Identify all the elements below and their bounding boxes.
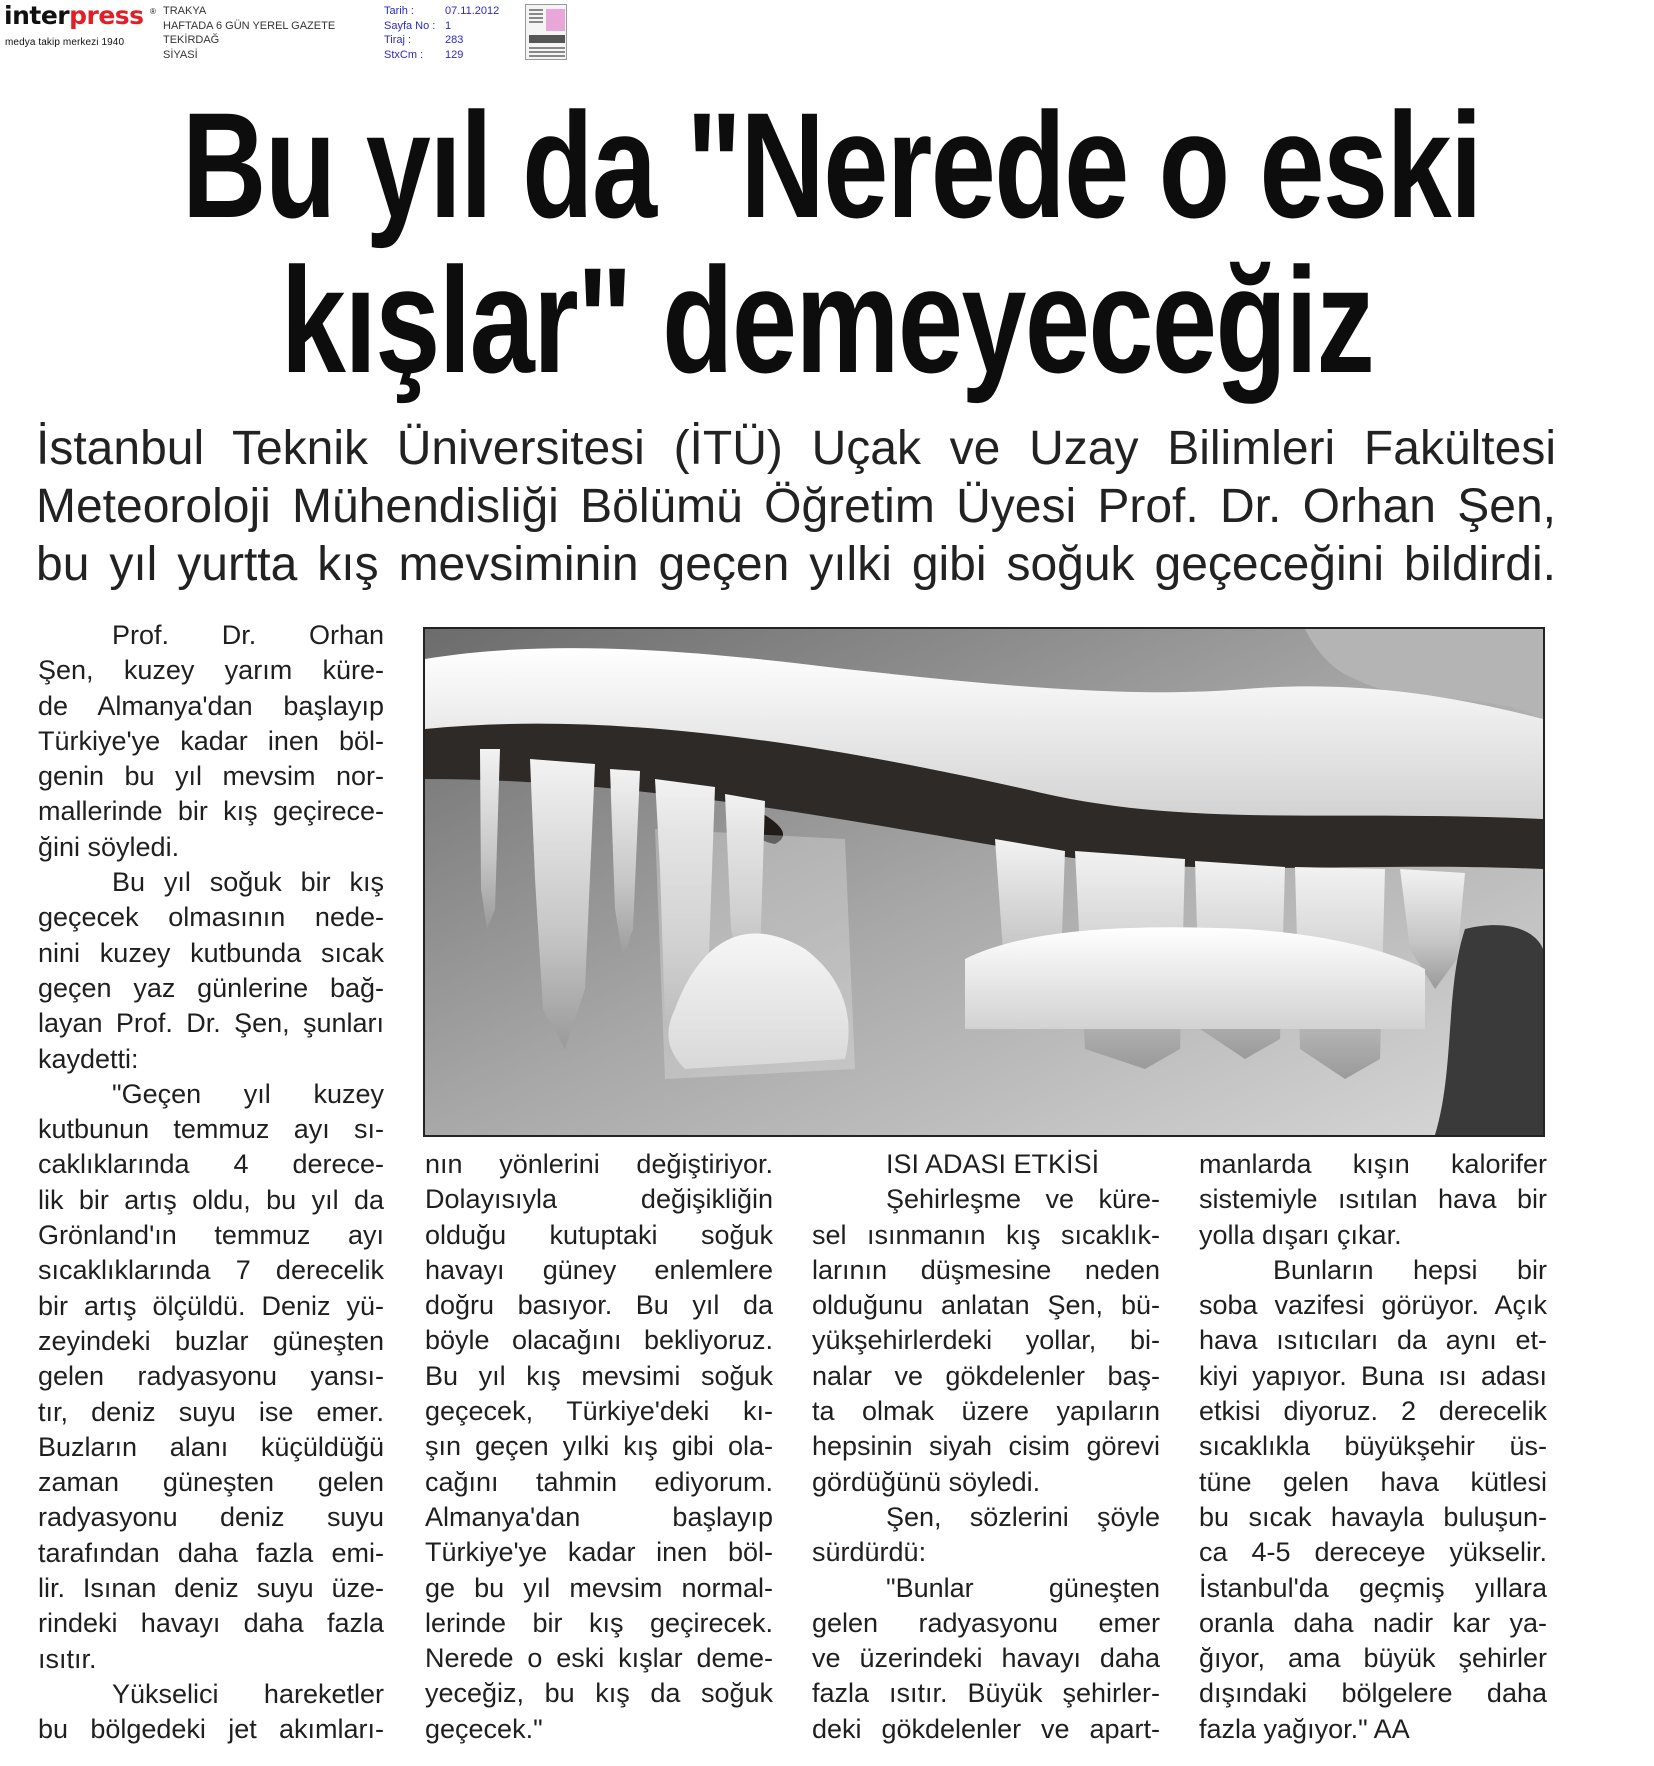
publication-frequency: HAFTADA 6 GÜN YEREL GAZETE xyxy=(163,19,336,32)
column-1-line: Prof. Dr. Orhan xyxy=(112,620,384,650)
column-1-line: caklıklarında 4 derece- xyxy=(38,1149,384,1180)
column-4-line: etkisi diyoruz. 2 derecelik xyxy=(1199,1396,1547,1427)
column-1-line: bir artış ölçüldü. Deniz yü- xyxy=(38,1290,384,1321)
column-4-line: bu sıcak havayla buluşun- xyxy=(1199,1501,1547,1532)
column-4-line: ğıyor, ama büyük şehirler xyxy=(1199,1643,1547,1674)
column-3-line: ta olmak üzere yapıların xyxy=(812,1396,1160,1427)
column-2-line: şın geçen yılki kış gibi ola- xyxy=(425,1431,773,1462)
registered-mark: ® xyxy=(150,7,156,16)
column-4-line: tüne gelen hava kütlesi xyxy=(1199,1466,1547,1497)
column-2-line: geçecek, Türkiye'deki kı- xyxy=(425,1396,773,1427)
column-1-line: Grönland'ın temmuz ayı xyxy=(38,1220,384,1251)
column-1-line: layan Prof. Dr. Şen, şunları xyxy=(38,1008,384,1039)
column-1-line: geçecek olmasının nede- xyxy=(38,902,384,933)
headline-line-2: kışlar" demeyeceğiz xyxy=(280,236,1374,404)
column-2-line: olduğu kutuptaki soğuk xyxy=(425,1219,773,1250)
column-3-line: yükşehirlerdeki yollar, bi- xyxy=(812,1325,1160,1356)
column-3-line: nalar ve gökdelenler baş- xyxy=(812,1360,1160,1391)
photo-illustration xyxy=(425,629,1543,1135)
article-column-2 xyxy=(425,1147,773,1747)
meta-value-page: 1 xyxy=(445,19,452,32)
column-1-line: rindeki havayı daha fazla xyxy=(38,1608,384,1639)
column-1-line: Şen, kuzey yarım küre- xyxy=(38,655,384,686)
article-column-3 xyxy=(812,1147,1160,1747)
column-4-line: kiyi yapıyor. Buna ısı adası xyxy=(1199,1360,1547,1391)
column-3-line: deki gökdelenler ve apart- xyxy=(812,1713,1160,1744)
meta-value-circulation: 283 xyxy=(445,34,464,46)
column-2-line: Türkiye'ye kadar inen böl- xyxy=(425,1537,773,1568)
column-3-line: "Bunlar güneşten xyxy=(886,1572,1160,1603)
column-4-line: Bunların hepsi bir xyxy=(1273,1254,1547,1285)
column-3-line: larının düşmesine neden xyxy=(812,1254,1160,1285)
logo-tagline: medya takip merkezi 1940 xyxy=(5,37,125,48)
column-2-line: nın yönlerini değiştiriyor. xyxy=(425,1149,773,1179)
article-column-1 xyxy=(38,618,384,1748)
logo-press-text: press xyxy=(69,1,144,30)
meta-label-page: Sayfa No : xyxy=(384,19,436,32)
column-4-line: sistemiyle ısıtılan hava bir xyxy=(1199,1184,1547,1215)
column-4-line: İstanbul'da geçmiş yıllara xyxy=(1199,1572,1547,1603)
clipping-header xyxy=(0,0,600,62)
column-3-line: olduğunu anlatan Şen, bü- xyxy=(812,1290,1160,1321)
publication-section: SİYASİ xyxy=(163,48,198,61)
column-2-line: doğru basıyor. Bu yıl da xyxy=(425,1290,773,1321)
meta-values xyxy=(445,4,499,62)
column-1-line: de Almanya'dan başlayıp xyxy=(38,690,384,721)
column-1-line: "Geçen yıl kuzey xyxy=(112,1078,384,1109)
column-1-line: zaman güneşten gelen xyxy=(38,1467,384,1498)
interpress-logo xyxy=(4,1,156,48)
column-3-line: ve üzerindeki havayı daha xyxy=(812,1643,1160,1674)
meta-value-date: 07.11.2012 xyxy=(445,5,500,17)
column-2-line: Nerede o eski kışlar deme- xyxy=(425,1643,773,1674)
headline xyxy=(0,81,1654,404)
column-2-line: Dolayısıyla değişikliğin xyxy=(425,1184,773,1215)
column-2-line: Almanya'dan başlayıp xyxy=(425,1501,773,1532)
publication-city: TEKİRDAĞ xyxy=(163,34,220,46)
column-1-line: ısıtır. xyxy=(38,1643,97,1674)
column-2-line: yeceğiz, bu kış da soğuk xyxy=(425,1678,773,1709)
article-deck xyxy=(36,420,1556,594)
column-2-line: geçecek." xyxy=(425,1713,543,1744)
column-1-line: kutbunun temmuz ayı sı- xyxy=(38,1114,384,1145)
column-1-line: genin bu yıl mevsim nor- xyxy=(38,761,384,792)
column-3-line: sel ısınmanın kış sıcaklık- xyxy=(812,1219,1160,1250)
column-1-line: gelen radyasyonu yansı- xyxy=(38,1361,384,1392)
publication-name: TRAKYA xyxy=(163,5,207,17)
column-1-line: zeyindeki buzlar güneşten xyxy=(38,1325,384,1356)
column-3-line: gördüğünü söyledi. xyxy=(812,1466,1041,1497)
meta-value-stxcm: 129 xyxy=(445,48,464,61)
column-4-line: sıcaklıkla büyükşehir üs- xyxy=(1199,1431,1547,1462)
column-2-line: cağını tahmin ediyorum. xyxy=(425,1466,773,1497)
column-4-line: soba vazifesi görüyor. Açık xyxy=(1199,1290,1547,1321)
deck-line-3: bu yıl yurtta kış mevsiminin geçen yılki gibi soğuk geçeceğini bildirdi. xyxy=(36,538,1556,591)
headline-line-1: Bu yıl da "Nerede o eski xyxy=(181,81,1481,249)
column-1-line: Bu yıl soğuk bir kış xyxy=(112,867,384,898)
column-1-line: nini kuzey kutbunda sıcak xyxy=(38,937,384,968)
column-4-line: yolla dışarı çıkar. xyxy=(1199,1219,1402,1250)
column-2-line: ge bu yıl mevsim normal- xyxy=(425,1572,773,1603)
column-1-line: geçen yaz günlerine bağ- xyxy=(38,972,384,1003)
page-thumbnail xyxy=(525,4,567,60)
column-1-line: lik bir artış oldu, bu yıl da xyxy=(38,1184,384,1215)
article-column-4 xyxy=(1199,1147,1547,1747)
column-2-line: lerinde bir kış geçirecek. xyxy=(425,1607,773,1638)
column-1-line: tarafından daha fazla emi- xyxy=(38,1537,384,1568)
column-2-line: havayı güney enlemlere xyxy=(425,1254,773,1285)
logo-inter-text: inter xyxy=(4,1,70,30)
column-1-line: lir. Isınan deniz suyu üze- xyxy=(38,1573,384,1604)
meta-label-circulation: Tiraj : xyxy=(384,34,412,46)
deck-line-1: İstanbul Teknik Üniversitesi (İTÜ) Uçak ve Uzay Bilimleri Fakültesi xyxy=(36,422,1556,475)
column-3-line: hepsinin siyah cisim görevi xyxy=(812,1431,1160,1462)
column-4-line: dışındaki bölgelere daha xyxy=(1199,1678,1547,1709)
publication-info xyxy=(163,4,335,62)
column-3-line: fazla ısıtır. Büyük şehirler- xyxy=(812,1678,1160,1709)
column-1-line: kaydetti: xyxy=(38,1043,139,1074)
column-2-line: Bu yıl kış mevsimi soğuk xyxy=(425,1360,773,1391)
logo-wordmark xyxy=(4,3,154,29)
column-1-line: sıcaklıklarında 7 derecelik xyxy=(38,1255,384,1286)
meta-labels xyxy=(384,4,435,62)
column-1-line: radyasyonu deniz suyu xyxy=(38,1502,384,1533)
meta-label-date: Tarih : xyxy=(384,5,414,17)
meta-label-stxcm: StxCm : xyxy=(384,48,424,61)
column-1-line: Türkiye'ye kadar inen böl- xyxy=(38,725,384,756)
column-1-line: Buzların alanı küçüldüğü xyxy=(38,1431,384,1462)
column-4-line: fazla yağıyor." AA xyxy=(1199,1713,1410,1744)
deck-line-2: Meteoroloji Mühendisliği Bölümü Öğretim Üyesi Prof. Dr. Orhan Şen, xyxy=(36,480,1556,533)
column-3-line: Şehirleşme ve küre- xyxy=(886,1184,1160,1215)
column-1-line: tır, deniz suyu ise emer. xyxy=(38,1396,384,1427)
column-1-line: ğini söyledi. xyxy=(38,831,180,862)
column-4-line: oranla daha nadir kar ya- xyxy=(1199,1607,1547,1638)
subheading-heat-island: ISI ADASI ETKİSİ xyxy=(886,1149,1100,1179)
column-3-line: gelen radyasyonu emer xyxy=(812,1607,1160,1638)
column-1-line: bu bölgedeki jet akımları- xyxy=(38,1714,384,1745)
column-1-line: mallerinde bir kış geçirece- xyxy=(38,796,384,827)
column-4-line: ca 4-5 dereceye yükselir. xyxy=(1199,1537,1547,1568)
snow-branch-icicles-photo xyxy=(423,627,1545,1137)
column-2-line: böyle olacağını bekliyoruz. xyxy=(425,1325,773,1356)
column-4-line: hava ısıtıcıları da aynı et- xyxy=(1199,1325,1547,1356)
column-1-line: Yükselici hareketler xyxy=(112,1678,384,1709)
column-3-line: sürdürdü: xyxy=(812,1537,927,1568)
column-4-line: manlarda kışın kalorifer xyxy=(1199,1149,1547,1179)
column-3-line: Şen, sözlerini şöyle xyxy=(886,1501,1160,1532)
